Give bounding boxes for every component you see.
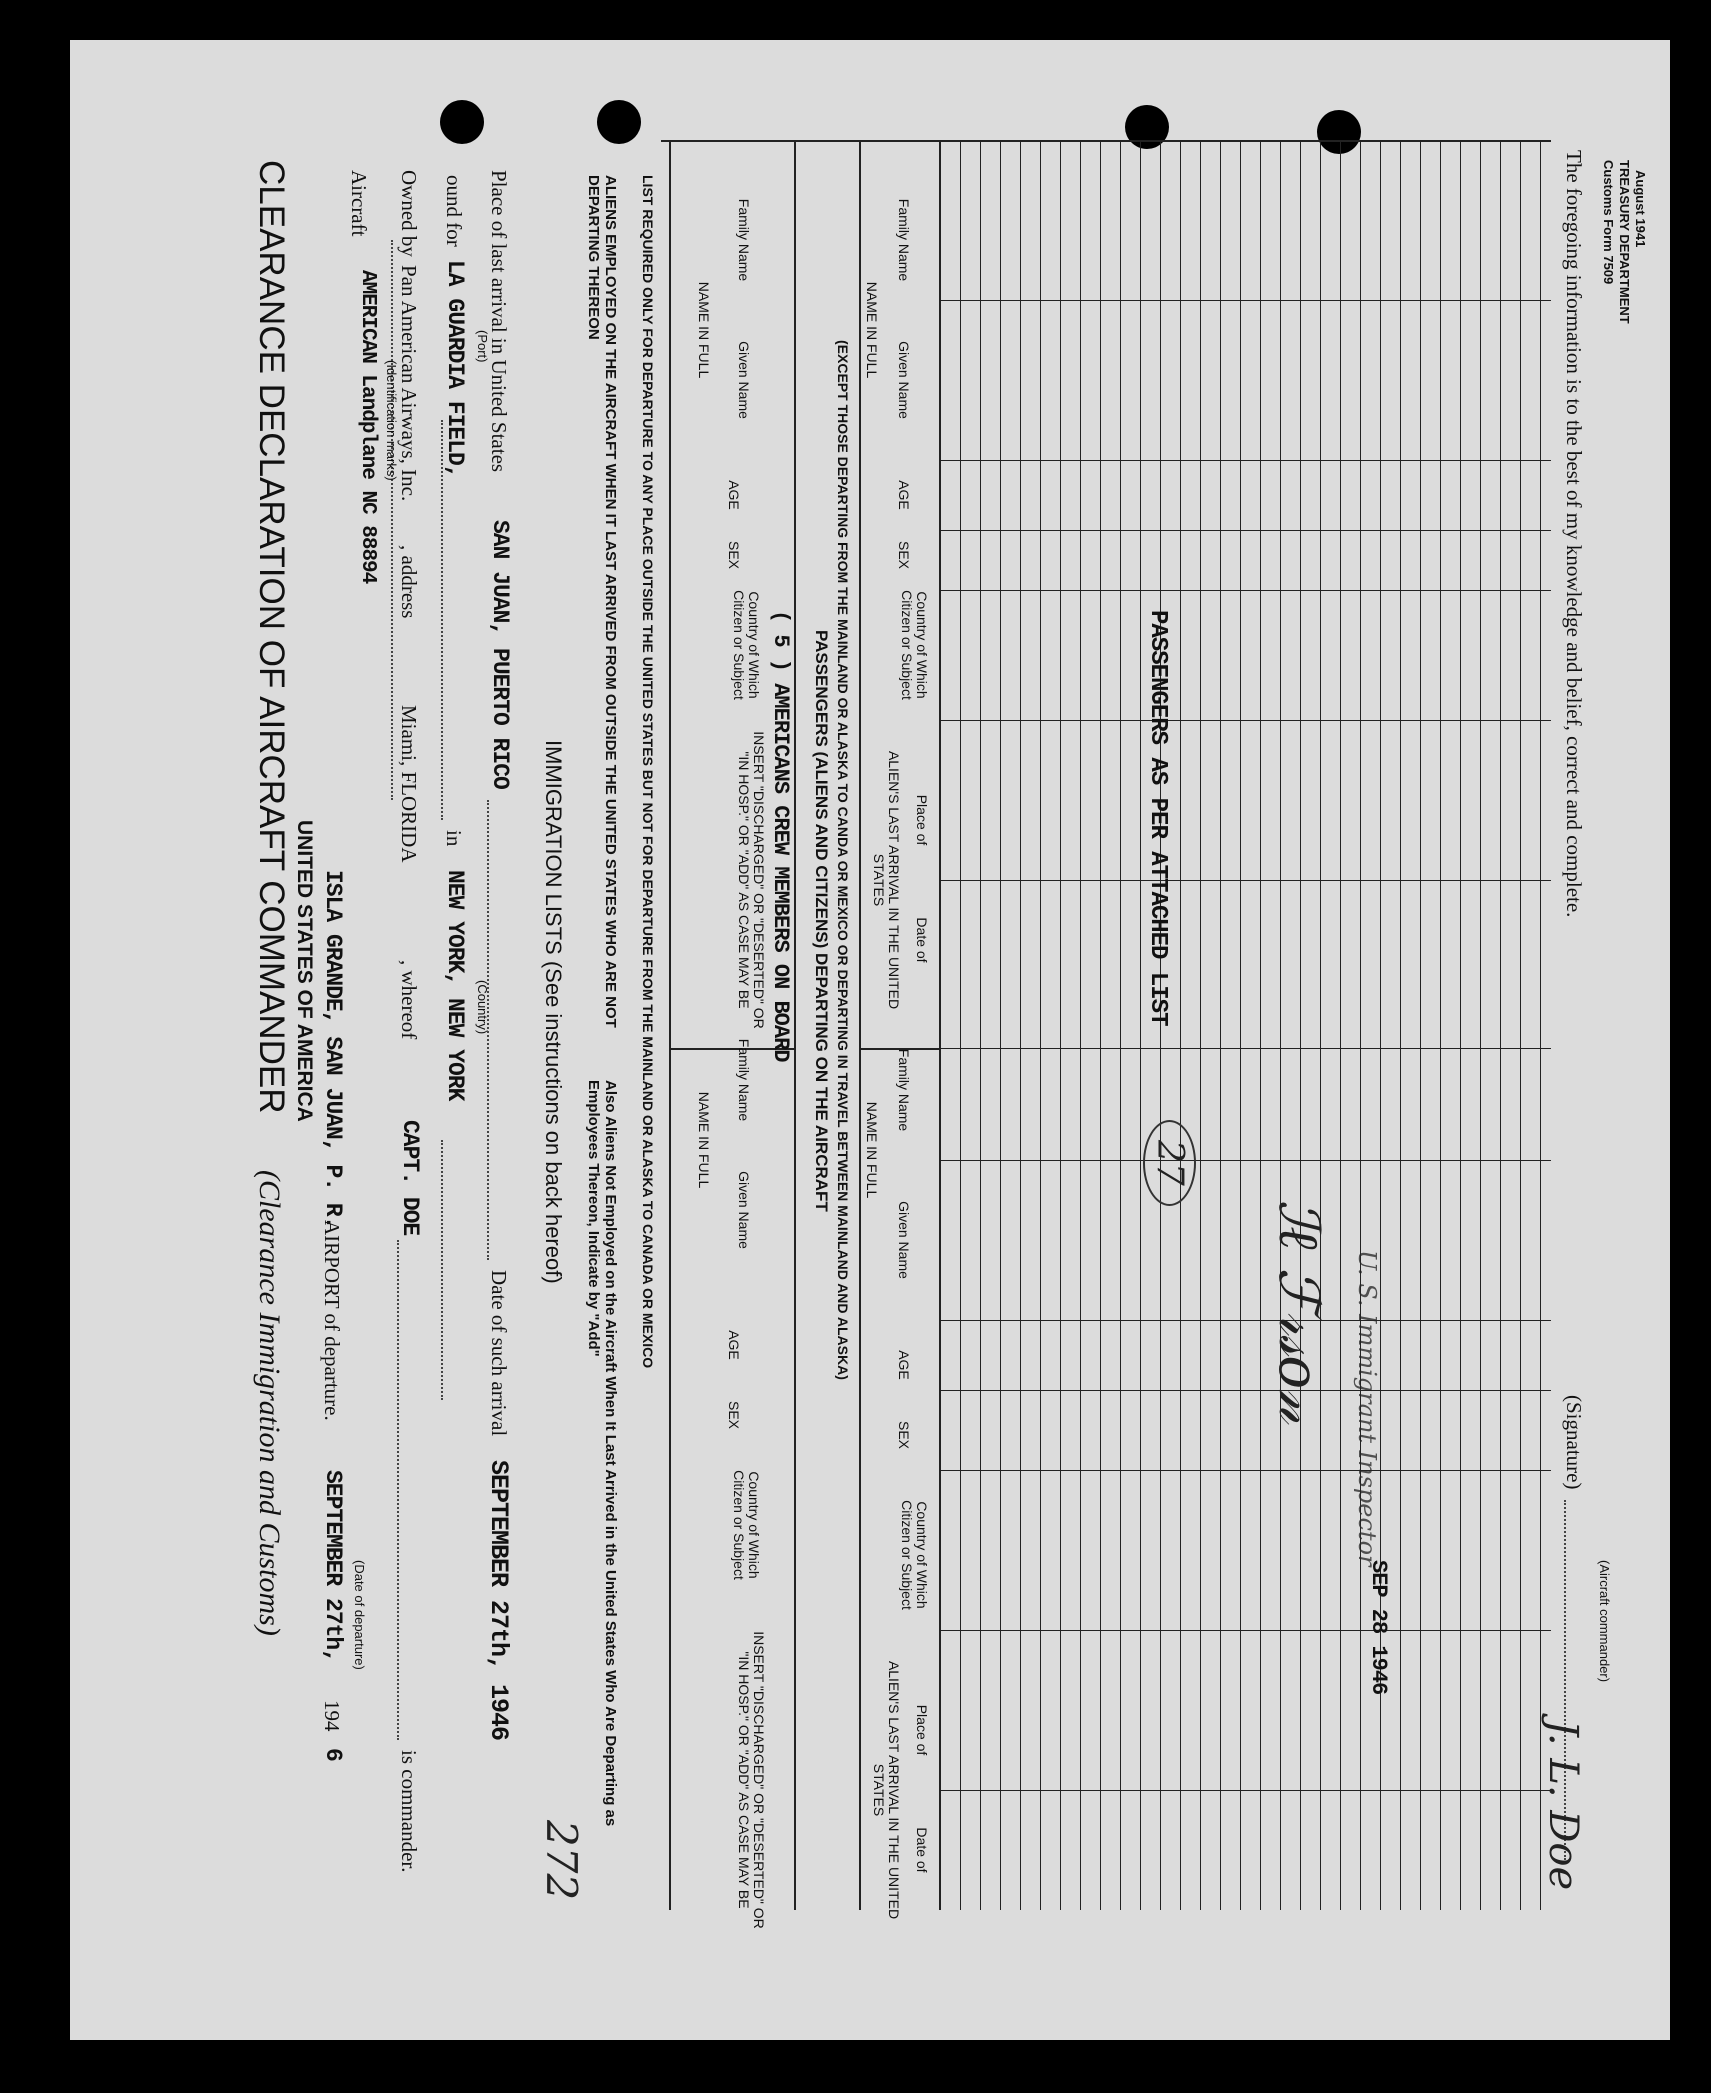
column-rule <box>941 1390 1551 1391</box>
owner-name: Pan American Airways, Inc. <box>397 265 421 502</box>
punch-hole <box>440 100 484 144</box>
inspector-title: U. S. Immigrant Inspector <box>1353 1250 1381 1567</box>
pass-col-age: AGE <box>896 480 912 510</box>
ruled-row-line <box>1480 140 1481 1910</box>
pass-col-country-right: Country of Which Citizen or Subject <box>898 1500 930 1610</box>
pass-col-country: Country of Which Citizen or Subject <box>898 590 930 700</box>
airport-suffix: AIRPORT of departure. <box>320 1220 344 1421</box>
crew-right-heading: Also Aliens Not Employed on the Aircraft When It Last Arrived in the United States Who Are Departing as Employees Thereon, Indicate by "Add" <box>585 1080 619 1827</box>
pass-col-place-right: Place of <box>914 1704 930 1756</box>
aircraft-id: AMERICAN Landplane NC 88894 <box>356 270 379 584</box>
pass-col-sex-right: SEX <box>896 1420 912 1449</box>
departure-date: SEPTEMBER 27th, <box>320 1470 346 1663</box>
ruled-row-line <box>1000 140 1001 1910</box>
crew-col-family: Family Name <box>736 198 752 282</box>
column-rule <box>941 1320 1551 1321</box>
form-subtitle: (Clearance Immigration and Customs) <box>253 1170 286 1636</box>
pass-col-family: Family Name <box>896 198 912 282</box>
pass-col-last-arrival: ALIEN'S LAST ARRIVAL IN THE UNITED STATES <box>870 750 902 1010</box>
bound-port: LA GUARDIA FIELD, <box>442 260 468 478</box>
crew-col-sex: SEX <box>726 540 742 569</box>
country-fill-line <box>441 1140 443 1400</box>
departure-year-prefix: 194 <box>320 1700 344 1732</box>
ruled-row-line <box>1260 140 1261 1910</box>
last-arrival-place: SAN JUAN, PUERTO RICO <box>487 520 513 789</box>
certification-statement: The foregoing information is to the best of my knowledge and belief, correct and complete. <box>1562 150 1586 918</box>
ruled-row-line <box>1340 140 1341 1910</box>
port-caption: (Port) <box>475 330 490 363</box>
is-commander: is commander. <box>397 1750 421 1873</box>
crew-left-heading: ALIENS EMPLOYED ON THE AIRCRAFT WHEN IT LAST ARRIVED FROM OUTSIDE THE UNITED STATES WHO ARE NOT DEPARTING THEREON <box>585 175 619 1028</box>
crew-col-name: NAME IN FULL <box>696 281 712 379</box>
ruled-row-line <box>1400 140 1401 1910</box>
country-heading: UNITED STATES OF AMERICA <box>293 820 316 1122</box>
ruled-row-line <box>1520 140 1521 1910</box>
column-rule <box>941 720 1551 721</box>
ruled-row-line <box>1240 140 1241 1910</box>
pass-col-date: Date of <box>914 917 930 963</box>
crew-col-age-right: AGE <box>726 1330 742 1360</box>
crew-col-name-right: NAME IN FULL <box>696 1091 712 1189</box>
department: TREASURY DEPARTMENT <box>1617 160 1632 324</box>
form-title: CLEARANCE DECLARATION OF AIRCRAFT COMMANDER <box>252 160 291 1114</box>
column-rule <box>941 1160 1551 1161</box>
ruled-row-line <box>1140 140 1141 1910</box>
address-label: , address <box>397 545 421 619</box>
crew-entry: ( 5 ) AMERICANS CREW MEMBERS ON BOARD <box>768 610 793 1062</box>
ruled-row-line <box>1540 140 1541 1910</box>
departure-airport: ISLA GRANDE, SAN JUAN, P. R. <box>320 870 346 1229</box>
column-rule <box>941 530 1551 531</box>
ruled-row-line <box>1360 140 1361 1910</box>
pass-col-date-right: Date of <box>914 1827 930 1873</box>
ruled-row-line <box>1180 140 1181 1910</box>
crew-col-country-right: Country of Which Citizen or Subject <box>730 1470 762 1580</box>
column-rule <box>941 1048 1551 1049</box>
ruled-row-line <box>1320 140 1321 1910</box>
last-arrival-date: SEPTEMBER 27th, 1946 <box>484 1460 513 1741</box>
crew-col-sex-right: SEX <box>726 1400 742 1429</box>
column-rule <box>941 1790 1551 1791</box>
column-rule <box>941 460 1551 461</box>
crew-col-given-right: Given Name <box>736 1171 752 1249</box>
aircraft-label: Aircraft <box>347 170 371 237</box>
passenger-subheading: (EXCEPT THOSE DEPARTING FROM THE MAINLAND OR ALASKA TO CANDA OR MEXICO OR DEPARTING IN TRAVEL BETWEEN MAINLAND AND ALASKA) <box>835 340 851 1380</box>
aircraft-fill-line <box>391 240 393 800</box>
table-left-edge <box>661 140 1551 142</box>
pass-col-age-right: AGE <box>896 1350 912 1380</box>
inspector-signature: ℐℓ ℱ𝓇𝓈𝑜𝓃 <box>1266 1200 1331 1424</box>
ruled-row-line <box>1300 140 1301 1910</box>
ruled-row-line <box>1120 140 1121 1910</box>
crew-col-given: Given Name <box>736 341 752 419</box>
crew-table-top <box>669 140 671 1910</box>
punch-hole <box>1317 110 1361 154</box>
owned-by-label: Owned by <box>397 170 421 257</box>
in-label: in <box>442 830 466 847</box>
country-caption: (Country) <box>475 980 490 1035</box>
crew-col-insert: INSERT "DISCHARGED" OR "DESERTED" OR "IN HOSP." OR "ADD" AS CASE MAY BE <box>735 731 767 1029</box>
crew-col-insert-right: INSERT "DISCHARGED" OR "DESERTED" OR "IN HOSP." OR "ADD" AS CASE MAY BE <box>735 1631 767 1929</box>
crew-col-age: AGE <box>726 480 742 510</box>
column-rule <box>941 300 1551 301</box>
ruled-row-line <box>1460 140 1461 1910</box>
whereof-label: , whereof <box>397 960 421 1040</box>
aircraft-caption: (Identification marks) <box>384 360 399 481</box>
pass-col-given-right: Given Name <box>896 1201 912 1279</box>
form-number: Customs Form 7509 <box>1601 160 1616 285</box>
passenger-table-rule <box>939 140 941 1910</box>
pass-col-name-right: NAME IN FULL <box>864 1101 880 1199</box>
column-rule <box>941 590 1551 591</box>
passenger-entry: PASSENGERS AS PER ATTACHED LIST <box>1144 610 1171 1026</box>
place-fill-line <box>487 800 489 1260</box>
ruled-row-line <box>1200 140 1201 1910</box>
ruled-row-line <box>1500 140 1501 1910</box>
commander-fill-line <box>397 1240 399 1740</box>
punch-hole <box>597 100 641 144</box>
signature-label: (Signature) <box>1562 1395 1586 1490</box>
ruled-row-line <box>1100 140 1101 1910</box>
ruled-row-line <box>1220 140 1221 1910</box>
ruled-row-line <box>1440 140 1441 1910</box>
owner-address: Miami, FLORIDA <box>397 705 421 863</box>
column-rule <box>941 1470 1551 1471</box>
pass-col-place: Place of <box>914 794 930 846</box>
signature-caption: (Aircraft commander) <box>1597 1560 1612 1683</box>
departure-date-caption: (Date of departure) <box>352 1560 367 1670</box>
pass-col-name: NAME IN FULL <box>864 281 880 379</box>
ruled-row-line <box>1040 140 1041 1910</box>
ruled-row-line <box>960 140 961 1910</box>
ruled-row-line <box>1060 140 1061 1910</box>
commander-signature: J. L. Doe <box>1540 1720 1586 1891</box>
edition-date: August 1941 <box>1633 170 1648 248</box>
passenger-count: 27 <box>1143 1120 1196 1206</box>
column-rule <box>941 1630 1551 1631</box>
list-number: 272 <box>537 1820 586 1901</box>
commander-name: CAPT. DOE <box>397 1120 423 1236</box>
pass-col-sex: SEX <box>896 540 912 569</box>
ruled-row-line <box>980 140 981 1910</box>
departure-year-digit: 6 <box>320 1748 346 1761</box>
column-rule <box>941 880 1551 881</box>
port-fill-line <box>441 420 443 820</box>
ruled-row-line <box>1080 140 1081 1910</box>
inspector-stamp-date: SEP 28 1946 <box>1366 1560 1391 1695</box>
punch-hole <box>1125 105 1169 149</box>
bound-country: NEW YORK, NEW YORK <box>442 870 468 1101</box>
pass-col-given: Given Name <box>896 341 912 419</box>
crew-col-family-right: Family Name <box>736 1038 752 1122</box>
bound-for-label: ound for <box>442 175 466 247</box>
pass-col-last-arrival-right: ALIEN'S LAST ARRIVAL IN THE UNITED STATES <box>870 1660 902 1920</box>
ruled-row-line <box>1020 140 1021 1910</box>
crew-table-bottom <box>794 140 796 1910</box>
crew-col-country: Country of Which Citizen or Subject <box>730 590 762 700</box>
last-arrival-label: Place of last arrival in United States <box>487 170 511 473</box>
ruled-row-line <box>1420 140 1421 1910</box>
immigration-heading: IMMIGRATION LISTS (See instructions on back hereof) <box>541 740 566 1284</box>
passenger-heading: PASSENGERS (ALIENS AND CITIZENS) DEPARTING ON THE AIRCRAFT <box>812 630 831 1212</box>
crew-list-note: LIST REQUIRED ONLY FOR DEPARTURE TO ANY PLACE OUTSIDE THE UNITED STATES BUT NOT FOR DEPARTURE FROM THE MAINLAND OR ALASKA TO CANADA OR MEXICO <box>640 175 656 1369</box>
arrival-date-label: Date of such arrival <box>487 1270 511 1437</box>
passenger-table-top <box>859 140 861 1910</box>
ruled-row-line <box>1280 140 1281 1910</box>
pass-col-family-right: Family Name <box>896 1048 912 1132</box>
